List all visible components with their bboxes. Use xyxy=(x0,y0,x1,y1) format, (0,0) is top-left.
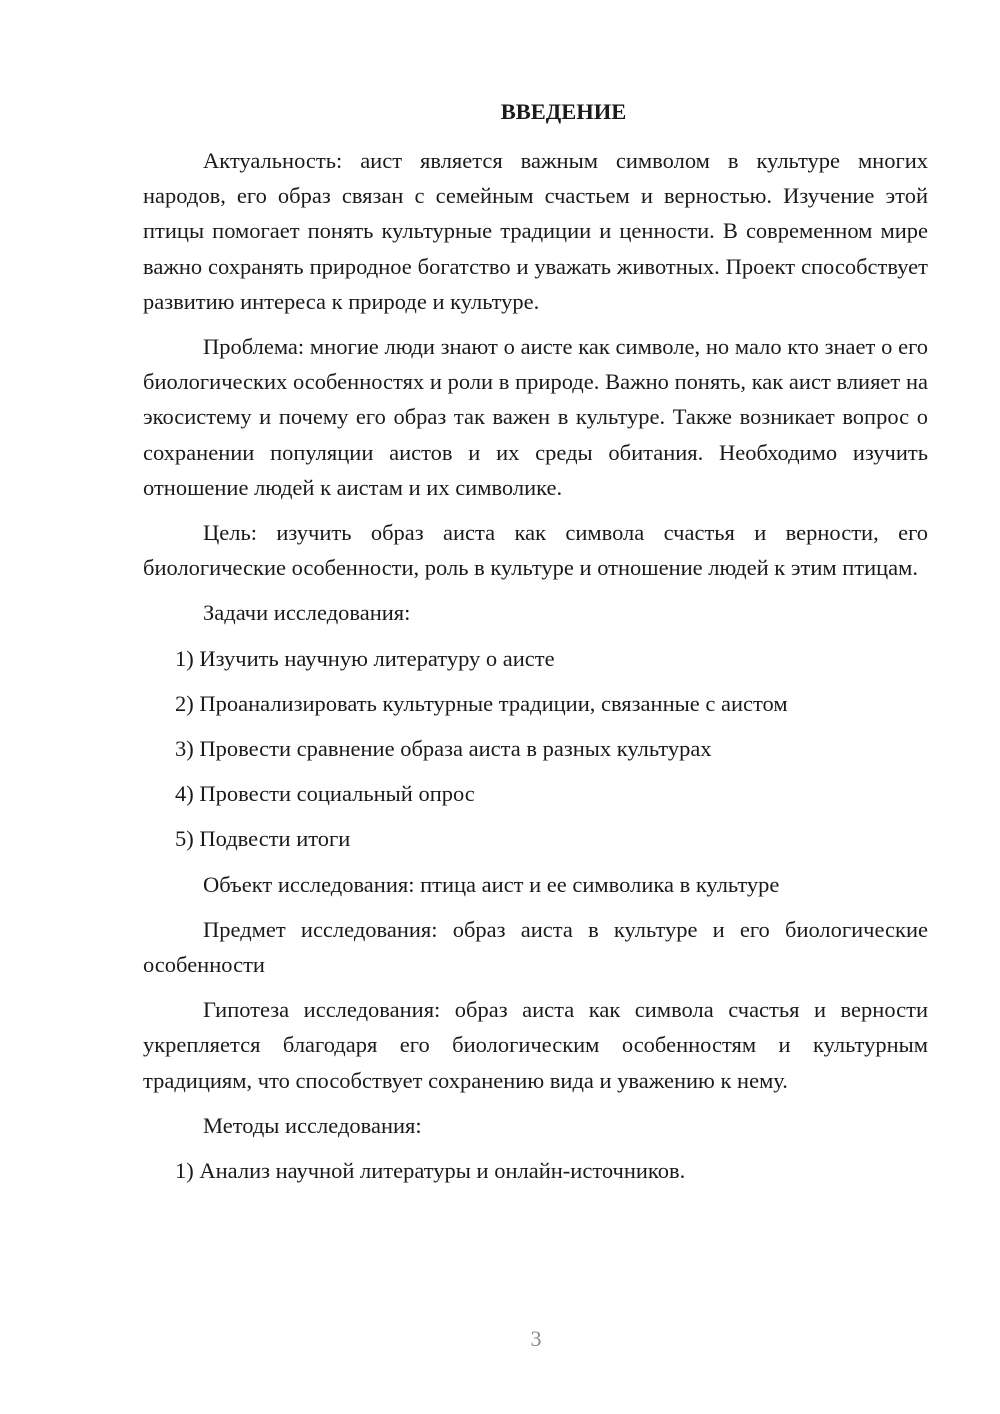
page-title: ВВЕДЕНИЕ xyxy=(500,99,627,124)
methods-list xyxy=(143,1153,928,1188)
relevance-paragraph: Актуальность: аист является важным символом в культуре многих народов, его образ связан с семейным счастьем и верностью. Изучение этой птицы помогает понять культурные традиции и ценности. В современном мире важно сохранять природное богатство и уважать животных. Проект способствует развитию интереса к природе и культуре. xyxy=(143,148,928,314)
page-number: 3 xyxy=(530,1326,542,1351)
list-item: 5) Подвести итоги xyxy=(175,826,351,852)
problem-paragraph: Проблема: многие люди знают о аисте как символе, но мало кто знает о его биологических особенностях и роли в природе. Важно понять, как аист влияет на экосистему и почему его образ так важен в культуре. Также возникает вопрос о сохранении популяции аистов и их среды обитания. Необходимо изучить отношение людей к аистам и их символике. xyxy=(143,334,928,500)
hypothesis-paragraph: Гипотеза исследования: образ аиста как символа счастья и верности укрепляется благодаря его биологическим особенностям и культурным традициям, что способствует сохранению вида и уважению к нему. xyxy=(143,997,928,1093)
subject-paragraph: Предмет исследования: образ аиста в культуре и его биологические особенности xyxy=(143,916,928,978)
methods-heading: Методы исследования: xyxy=(203,1112,422,1138)
goal-paragraph: Цель: изучить образ аиста как символа счастья и верности, его биологические особенности, роль в культуре и отношение людей к этим птицам. xyxy=(143,520,928,581)
list-item: 2) Проанализировать культурные традиции, связанные с аистом xyxy=(175,690,788,716)
object-line: Объект исследования: птица аист и ее символика в культуре xyxy=(203,871,780,897)
tasks-heading: Задачи исследования: xyxy=(203,600,411,626)
list-item: 4) Провести социальный опрос xyxy=(175,781,475,807)
document-page xyxy=(143,94,928,1198)
list-item: 3) Провести сравнение образа аиста в разных культурах xyxy=(175,736,712,762)
tasks-list xyxy=(143,641,928,857)
list-item: 1) Изучить научную литературу о аисте xyxy=(175,645,555,671)
list-item: 1) Анализ научной литературы и онлайн-источников. xyxy=(175,1158,686,1184)
